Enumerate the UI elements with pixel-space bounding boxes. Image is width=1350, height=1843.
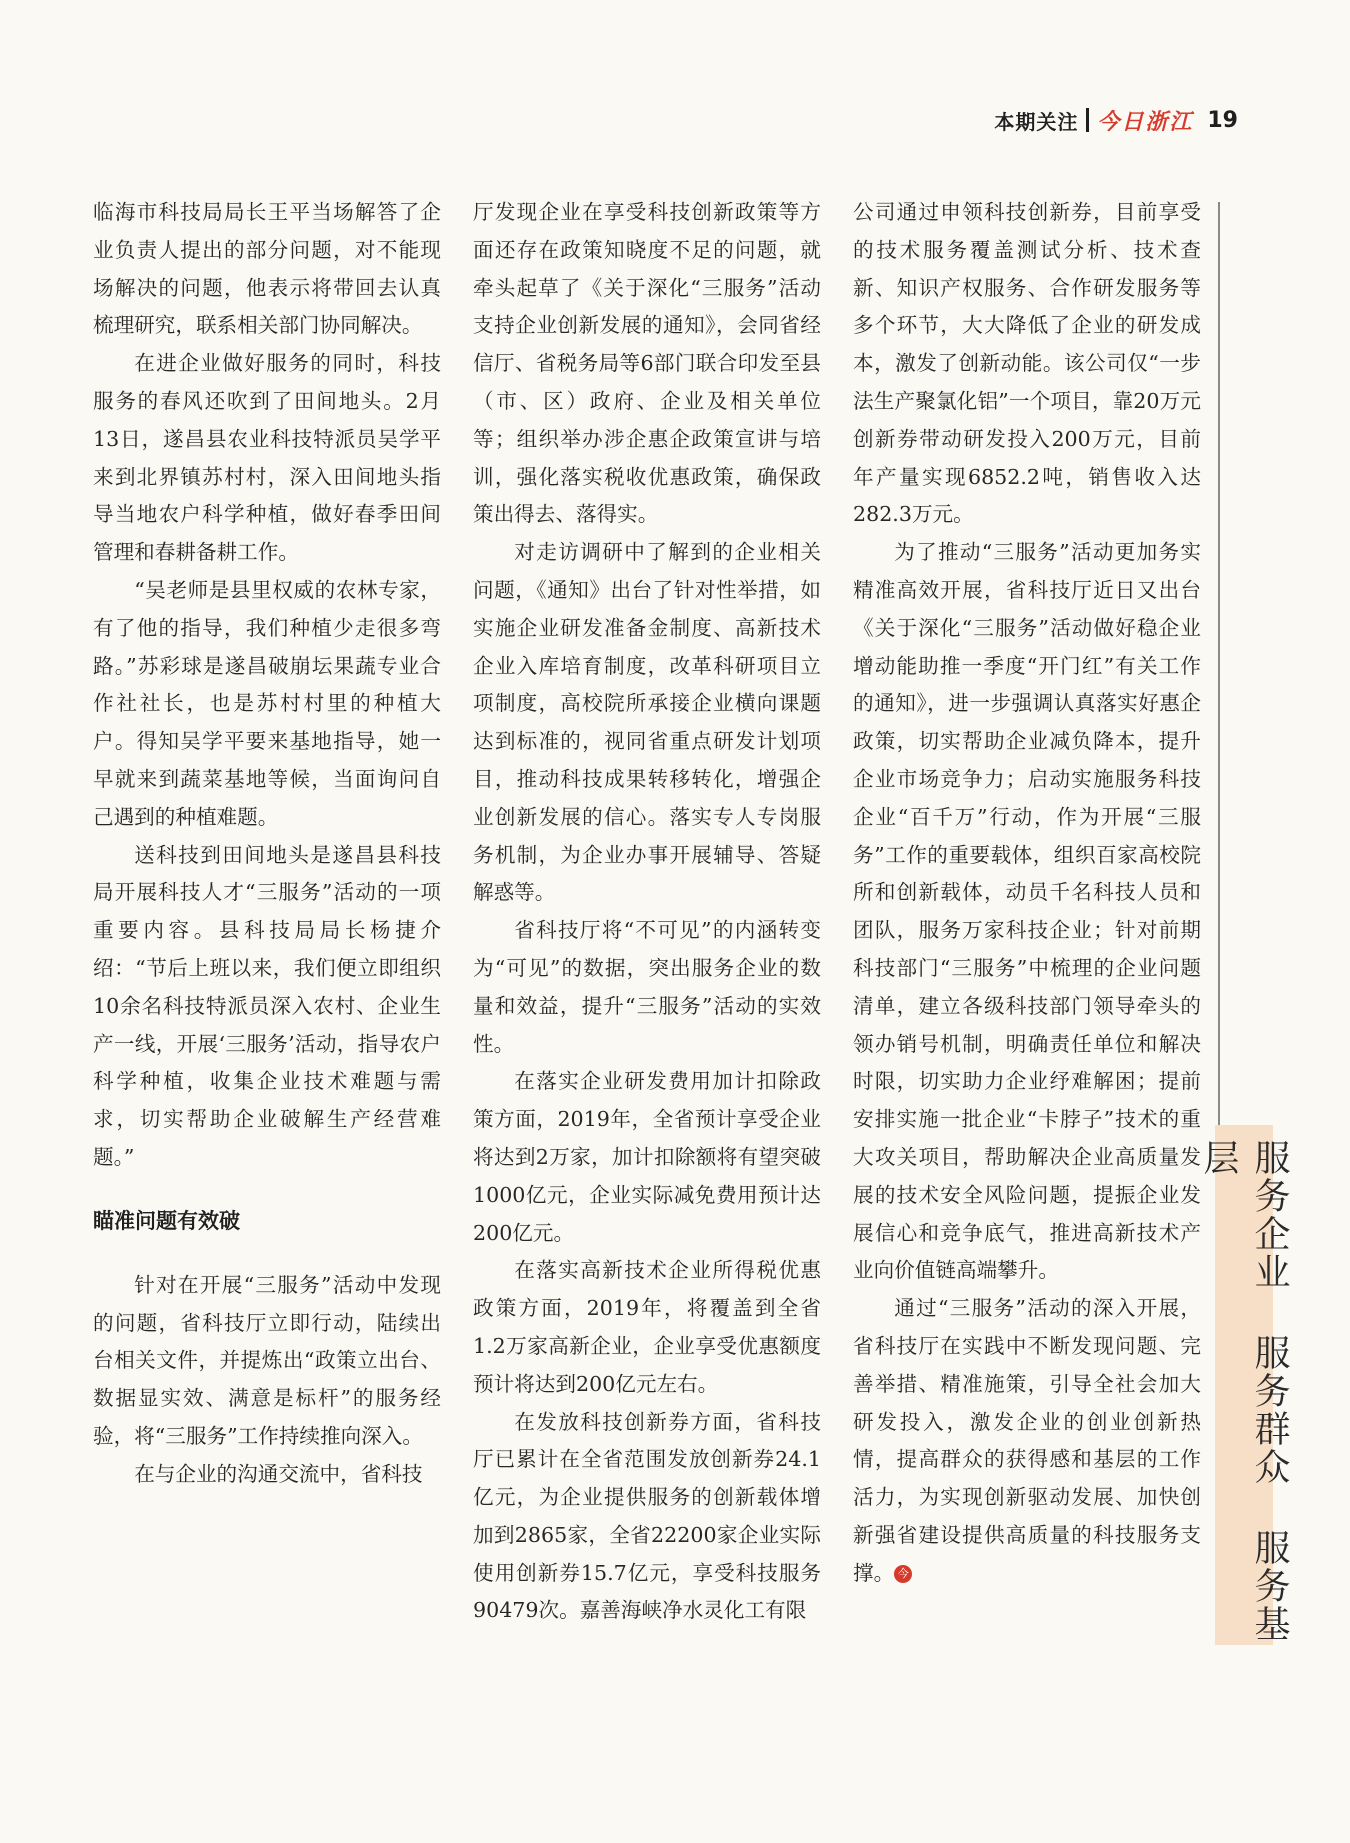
paragraph: 临海市科技局局长王平当场解答了企业负责人提出的部分问题，对不能现场解决的问题，他表示将带回去认真梳理研究，联系相关部门协同解决。 bbox=[93, 200, 441, 338]
paragraph-text: 通过“三服务”活动的深入开展，省科技厅在实践中不断发现问题、完善举措、精准施策，引导全社会加大研发投入，激发企业的创业创新热情，提高群众的获得感和基层的工作活力，为实现创新驱动发展、加快创新强省建设提供高质量的科技服务支撑。 bbox=[853, 1296, 1201, 1585]
paragraph: 省科技厅将“不可见”的内涵转变为“可见”的数据，突出服务企业的数量和效益，提升“三服务”活动的实效性。 bbox=[473, 918, 821, 1056]
paragraph: 对走访调研中了解到的企业相关问题，《通知》出台了针对性举措，如实施企业研发准备金制度、高新技术企业入库培育制度，改革科研项目立项制度，高校院所承接企业横向课题达到标准的，视同省重点研发计划项目，推动科技成果转移转化，增强企业创新发展的信心。落实专人专岗服务机制，为企业办事开展辅导、答疑解惑等。 bbox=[473, 540, 821, 905]
section-subheading: 瞄准问题有效破 bbox=[93, 1208, 240, 1233]
article-column-2 bbox=[473, 194, 821, 1630]
paragraph: 送科技到田间地头是遂昌县科技局开展科技人才“三服务”活动的一项重要内容。县科技局局长杨捷介绍：“节后上班以来，我们便立即组织10余名科技特派员深入农村、企业生产一线，开展‘三服务’活动，指导农户科学种植，收集企业技术难题与需求，切实帮助企业破解生产经营难题。” bbox=[93, 842, 441, 1169]
paragraph: “吴老师是县里权威的农林专家，有了他的指导，我们种植少走很多弯路。”苏彩球是遂昌破崩坛果蔬专业合作社社长，也是苏村村里的种植大户。得知吴学平要来基地指导，她一早就来到蔬菜基地等候，当面询问自己遇到的种植难题。 bbox=[93, 577, 441, 829]
article-column-1 bbox=[93, 194, 441, 1494]
page-header bbox=[994, 104, 1238, 136]
header-divider bbox=[1086, 108, 1089, 132]
paragraph: 厅发现企业在享受科技创新政策等方面还存在政策知晓度不足的问题，就牵头起草了《关于深化“三服务”活动 支持企业创新发展的通知》，会同省经信厅、省税务局等6部门联合印发至县（市、区）政府、企业及相关单位等；组织举办涉企惠企政策宣讲与培训，强化落实税收优惠政策，确保政策出得去、落得实。 bbox=[473, 200, 821, 527]
paragraph: 公司通过申领科技创新券，目前享受的技术服务覆盖测试分析、技术查新、知识产权服务、合作研发服务等多个环节，大大降低了企业的研发成本，激发了创新动能。该公司仅“一步法生产聚氯化铝”一个项目，靠20万元创新券带动研发投入200万元，目前年产量实现6852.2吨，销售收入达282.3万元。 bbox=[853, 200, 1201, 527]
article-column-3 bbox=[853, 194, 1201, 1592]
paragraph: 在与企业的沟通交流中，省科技 bbox=[134, 1461, 423, 1486]
paragraph: 针对在开展“三服务”活动中发现的问题，省科技厅立即行动，陆续出台相关文件，并提炼出“政策立出台、数据显实效、满意是标杆”的服务经验，将“三服务”工作持续推向深入。 bbox=[93, 1272, 441, 1448]
side-tag bbox=[1198, 1125, 1290, 1645]
paragraph: 为了推动“三服务”活动更加务实精准高效开展，省科技厅近日又出台《关于深化“三服务”活动做好稳企业增动能助推一季度“开门红”有关工作的通知》，进一步强调认真落实好惠企政策，切实帮助企业减负降本，提升企业市场竞争力；启动实施服务科技企业“百千万”行动，作为开展“三服务”工作的重要载体，组织百家高校院所和创新载体，动员千名科技人员和团队，服务万家科技企业；针对前期科技部门“三服务”中梳理的企业问题清单，建立各级科技部门领导牵头的领办销号机制，明确责任单位和解决时限，切实助力企业纾难解困；提前安排实施一批企业“卡脖子”技术的重大攻关项目，帮助解决企业高质量发展的技术安全风险问题，提振企业发展信心和竞争底气，推进高新技术产业向价值链高端攀升。 bbox=[853, 540, 1201, 1283]
paragraph: 在落实高新技术企业所得税优惠政策方面，2019年，将覆盖到全省1.2万家高新企业，企业享受优惠额度预计将达到200亿元左右。 bbox=[473, 1258, 821, 1396]
paragraph: 在落实企业研发费用加计扣除政策方面，2019年，全省预计享受企业将达到2万家，加计扣除额将有望突破1000亿元，企业实际减免费用预计达200亿元。 bbox=[473, 1069, 821, 1245]
page-number: 19 bbox=[1207, 107, 1238, 133]
paragraph: 在发放科技创新券方面，省科技厅已累计在全省范围发放创新券24.1亿元，为企业提供服务的创新载体增加到2865家，全省22200家企业实际使用创新券15.7亿元，享受科技服务90479次。嘉善海峡净水灵化工有限 bbox=[473, 1409, 821, 1623]
brand-logo: 今日浙江 bbox=[1097, 108, 1194, 135]
paragraph: 在进企业做好服务的同时，科技服务的春风还吹到了田间地头。2月13日，遂昌县农业科技特派员吴学平来到北界镇苏村村，深入田间地头指导当地农户科学种植，做好春季田间管理和春耕备耕工作。 bbox=[93, 351, 441, 565]
section-label: 本期关注 bbox=[994, 109, 1079, 134]
side-tag-text: 服务企业 服务群众 服务基层 bbox=[1198, 1139, 1290, 1643]
article-end-icon: 今 bbox=[894, 1565, 912, 1583]
paragraph bbox=[853, 1290, 1201, 1592]
